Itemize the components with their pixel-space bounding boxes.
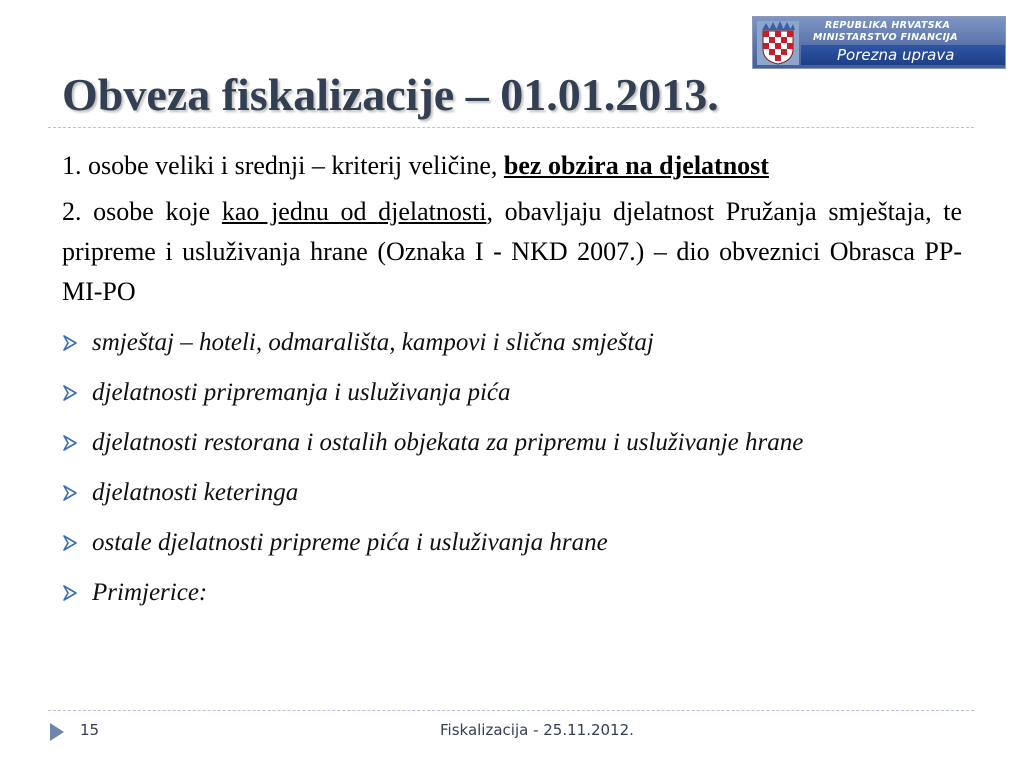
logo-tax-administration-text: Porezna uprava [837, 46, 955, 64]
arrow-bullet-icon [62, 482, 92, 504]
page-number: 15 [80, 721, 100, 739]
list-item-text: Primjerice: [92, 579, 208, 606]
list-item-text: djelatnosti pripremanja i usluživanja pića [92, 379, 511, 406]
activity-list [62, 318, 962, 618]
paragraph-large-medium-entities [62, 146, 962, 186]
logo-ministry-text: MINISTARSTVO FINANCIJA [813, 32, 958, 43]
list-item [62, 368, 962, 418]
arrow-bullet-icon [62, 582, 92, 604]
list-item [62, 418, 962, 468]
paragraph2-prefix: 2. osobe koje [62, 197, 222, 226]
footer-text: Fiskalizacija - 25.11.2012. [440, 721, 634, 739]
list-item-text: smještaj – hoteli, odmarališta, kampovi i slična smještaj [92, 329, 654, 356]
list-item [62, 518, 962, 568]
logo-republic-text: REPUBLIKA HRVATSKA [825, 20, 951, 31]
paragraph2-underlined: kao jednu od djelatnosti [221, 197, 487, 226]
title-divider [48, 127, 974, 128]
slide-content [62, 146, 962, 618]
slide-title: Obveza fiskalizacije – 01.01.2013. [62, 69, 719, 120]
paragraph-accommodation-entities [62, 192, 962, 312]
list-item [62, 468, 962, 518]
arrow-bullet-icon [62, 332, 92, 354]
ministry-logo [752, 16, 1006, 69]
footer-triangle-icon [50, 723, 64, 741]
arrow-bullet-icon [62, 382, 92, 404]
list-item-text: djelatnosti keteringa [92, 479, 299, 506]
arrow-bullet-icon [62, 432, 92, 454]
list-item [62, 318, 962, 368]
list-item [62, 568, 962, 618]
paragraph1-emphasis: bez obzira na djelatnost [503, 151, 769, 180]
arrow-bullet-icon [62, 532, 92, 554]
footer-divider [48, 710, 974, 711]
list-item-text: djelatnosti restorana i ostalih objekata za pripremu i usluživanje hrane [92, 429, 804, 456]
paragraph2-suffix: , obavljaju djelatnost Pružanja smještaja, te pripreme i usluživanja hrane (Oznaka I - NKD 2007.) – dio obveznici Obrasca PP-MI-PO [62, 197, 963, 306]
paragraph1-text: 1. osobe veliki i srednji – kriterij veličine, [62, 151, 504, 180]
list-item-text: ostale djelatnosti pripreme pića i usluživanja hrane [92, 529, 608, 556]
croatian-coat-of-arms-icon [757, 21, 799, 65]
